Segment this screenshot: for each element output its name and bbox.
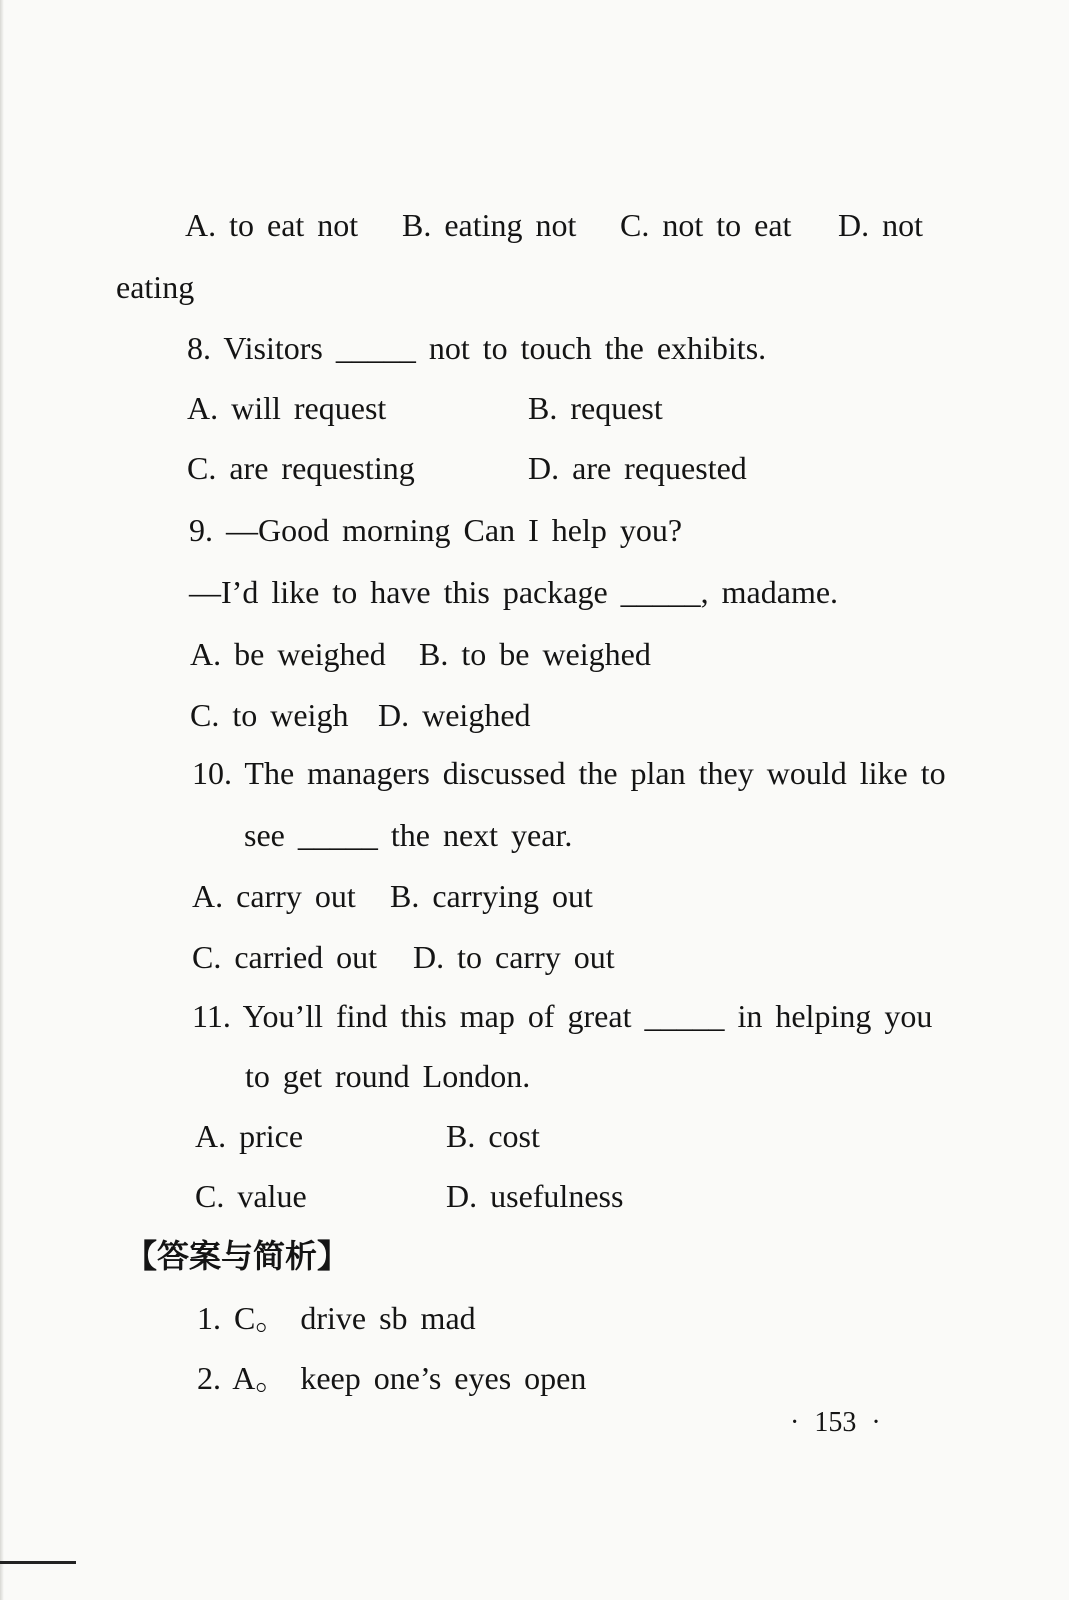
q9-option-c: C. to weigh [190, 697, 349, 733]
q11-stem-line-2: to get round London. [245, 1058, 531, 1094]
q7-option-b: B. eating not [402, 207, 577, 243]
q8-option-b: B. request [528, 390, 663, 426]
answers-heading: 【答案与简析】 [125, 1238, 350, 1274]
q9-stem-line-1: 9. —Good morning Can I help you? [189, 512, 683, 548]
scan-left-edge-shadow [0, 0, 4, 1600]
page-number: · 153 · [790, 1407, 881, 1438]
q11-stem-line-1: 11. You’ll find this map of great _____ in helping you [192, 998, 933, 1034]
q10-stem-line-2: see _____ the next year. [244, 817, 573, 853]
q11-option-a: A. price [195, 1118, 304, 1154]
q9-option-d: D. weighed [378, 697, 531, 733]
q11-option-b: B. cost [446, 1118, 540, 1154]
answer-item-1: 1. C。 drive sb mad [197, 1300, 476, 1336]
q8-stem: 8. Visitors _____ not to touch the exhibits. [187, 330, 767, 366]
q10-option-a: A. carry out [192, 878, 356, 914]
answer-item-2: 2. A。 keep one’s eyes open [197, 1360, 587, 1396]
q9-option-a: A. be weighed [190, 636, 386, 672]
q7-option-c: C. not to eat [620, 207, 792, 243]
q10-option-c: C. carried out [192, 939, 378, 975]
q8-option-a: A. will request [187, 390, 387, 426]
q10-option-d: D. to carry out [413, 939, 615, 975]
q10-option-b: B. carrying out [390, 878, 593, 914]
q11-option-d: D. usefulness [446, 1178, 624, 1214]
q8-option-c: C. are requesting [187, 450, 415, 486]
q7-option-d: D. not [838, 207, 923, 243]
q7-option-a: A. to eat not [185, 207, 359, 243]
q9-option-b: B. to be weighed [419, 636, 651, 672]
scan-edge-mark [0, 1561, 76, 1564]
q11-option-c: C. value [195, 1178, 307, 1214]
q8-option-d: D. are requested [528, 450, 747, 486]
q9-stem-line-2: —I’d like to have this package _____, madame. [189, 574, 839, 610]
q7-option-d-wrap: eating [116, 269, 195, 305]
q10-stem-line-1: 10. The managers discussed the plan they would like to [192, 755, 946, 791]
